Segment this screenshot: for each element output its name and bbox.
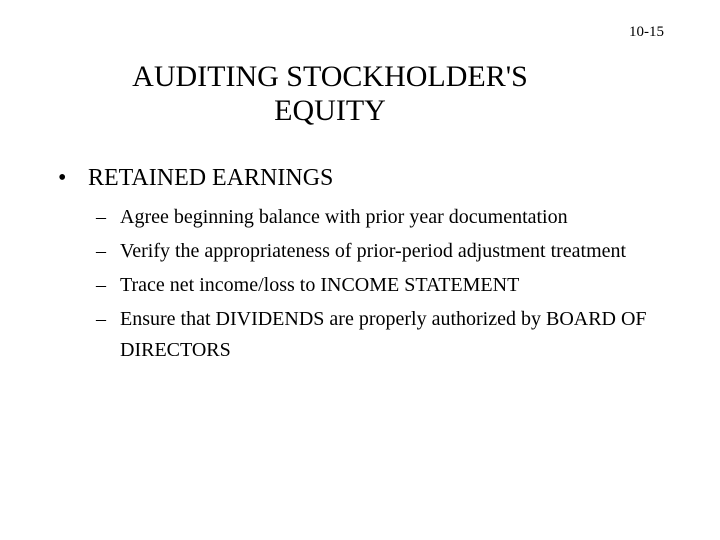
sub-bullet-text: Trace net income/loss to INCOME STATEMENT: [120, 274, 520, 296]
bullet-retained-earnings: [58, 162, 698, 194]
dash-marker: –: [96, 240, 106, 262]
slide-title: [104, 60, 556, 128]
page-number: 10-15: [629, 24, 664, 40]
sub-bullet-item: [58, 270, 698, 301]
slide-title-line-2: EQUITY: [274, 94, 386, 127]
dash-marker: –: [96, 206, 106, 228]
sub-bullet-item: [58, 202, 698, 233]
bullet-marker: •: [58, 165, 67, 191]
slide-title-line-1: AUDITING STOCKHOLDER'S: [132, 60, 528, 93]
sub-bullet-text: Agree beginning balance with prior year documentation: [120, 206, 568, 228]
bullet-label: RETAINED EARNINGS: [88, 165, 334, 191]
sub-bullet-item: [58, 236, 698, 267]
sub-bullet-list: [58, 202, 698, 366]
dash-marker: –: [96, 308, 106, 330]
slide-content: [58, 162, 698, 369]
sub-bullet-text: Verify the appropriateness of prior-period adjustment treatment: [120, 240, 627, 262]
sub-bullet-text: Ensure that DIVIDENDS are properly authorized by BOARD OF DIRECTORS: [120, 308, 647, 361]
sub-bullet-item: [58, 304, 698, 366]
dash-marker: –: [96, 274, 106, 296]
